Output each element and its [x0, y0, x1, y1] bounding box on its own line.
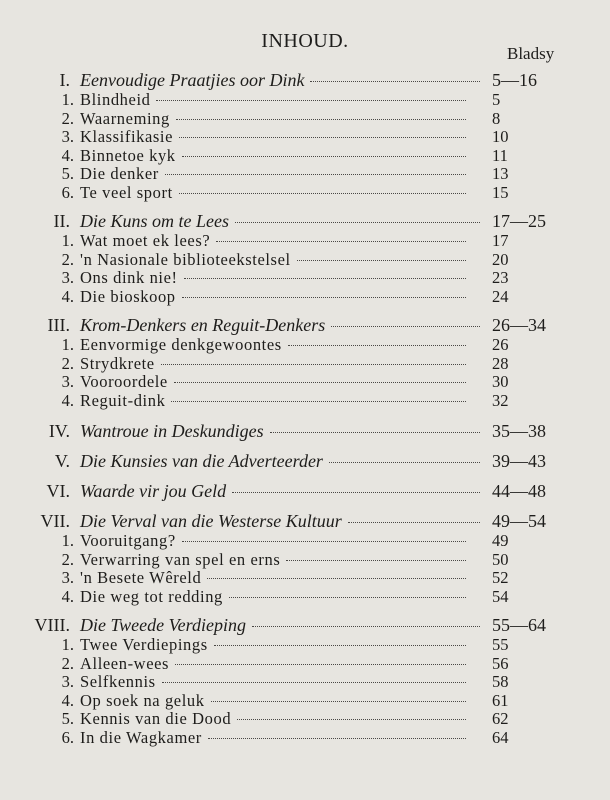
section-row — [0, 550, 610, 569]
chapter-title: Die Kunsies van die Adverteerder — [80, 451, 323, 471]
section-number: 6. — [61, 182, 74, 202]
chapter-entry — [0, 211, 610, 305]
section-row — [0, 335, 610, 354]
dot-leader — [208, 738, 466, 739]
section-row — [0, 250, 610, 269]
section-page: 8 — [492, 108, 501, 128]
section-number: 6. — [61, 727, 74, 747]
dot-leader — [211, 701, 466, 702]
section-title: Reguit-dink — [80, 390, 166, 410]
section-title: In die Wagkamer — [80, 727, 202, 747]
chapter-row — [0, 315, 610, 335]
chapter-number: III. — [47, 315, 70, 335]
chapter-pages: 17—25 — [492, 211, 546, 231]
section-title: Te veel sport — [80, 182, 173, 202]
chapter-entry — [0, 451, 610, 471]
chapter-row — [0, 421, 610, 441]
dot-leader — [179, 137, 466, 138]
section-number: 2. — [61, 653, 74, 673]
section-number: 3. — [61, 372, 74, 391]
dot-leader — [179, 193, 466, 194]
section-title: Die denker — [80, 164, 159, 183]
section-page: 50 — [492, 549, 509, 569]
chapter-number: VIII. — [34, 615, 70, 635]
section-page: 62 — [492, 709, 509, 728]
dot-leader — [171, 401, 466, 402]
section-page: 13 — [492, 164, 509, 183]
section-page: 10 — [492, 127, 509, 146]
dot-leader — [182, 541, 466, 542]
chapter-title: Die Tweede Verdieping — [80, 615, 246, 635]
section-page: 20 — [492, 249, 509, 269]
section-row — [0, 568, 610, 587]
chapter-row — [0, 70, 610, 90]
section-page: 11 — [492, 145, 508, 165]
section-number: 1. — [61, 335, 74, 354]
section-page: 32 — [492, 390, 509, 410]
chapter-number: VI. — [46, 481, 70, 501]
chapter-pages: 26—34 — [492, 315, 546, 335]
section-title: Ons dink nie! — [80, 268, 178, 287]
chapter-title: Eenvoudige Praatjies oor Dink — [80, 70, 305, 90]
chapter-row — [0, 615, 610, 635]
section-number: 4. — [61, 690, 74, 710]
section-number: 3. — [61, 268, 74, 287]
section-number: 1. — [61, 90, 74, 109]
section-title: Blindheid — [80, 90, 151, 109]
chapter-number: VII. — [40, 511, 70, 531]
chapter-number: I. — [59, 70, 70, 90]
section-number: 3. — [61, 672, 74, 691]
section-number: 4. — [61, 286, 74, 306]
chapter-row — [0, 481, 610, 501]
section-title: Wat moet ek lees? — [80, 231, 211, 250]
section-row — [0, 654, 610, 673]
section-title: Waarneming — [80, 108, 170, 128]
section-row — [0, 231, 610, 250]
chapter-pages: 49—54 — [492, 511, 546, 531]
section-number: 1. — [61, 635, 74, 654]
section-row — [0, 109, 610, 128]
chapter-row — [0, 451, 610, 471]
section-page: 61 — [492, 690, 509, 710]
section-row — [0, 90, 610, 109]
page-title: INHOUD. — [261, 30, 349, 52]
section-row — [0, 672, 610, 691]
dot-leader — [216, 241, 466, 242]
section-number: 3. — [61, 127, 74, 146]
dot-leader — [175, 664, 466, 665]
dot-leader — [329, 462, 480, 463]
dot-leader — [229, 597, 466, 598]
section-row — [0, 287, 610, 306]
chapter-entry — [0, 315, 610, 409]
chapter-number: IV. — [48, 421, 70, 441]
dot-leader — [162, 682, 466, 683]
chapter-entry — [0, 615, 610, 746]
section-number: 5. — [61, 709, 74, 728]
section-page: 49 — [492, 531, 509, 550]
section-row — [0, 728, 610, 747]
section-row — [0, 691, 610, 710]
section-page: 26 — [492, 335, 509, 354]
section-row — [0, 183, 610, 202]
section-page: 24 — [492, 286, 509, 306]
section-number: 1. — [61, 531, 74, 550]
section-page: 64 — [492, 727, 509, 747]
dot-leader — [182, 156, 466, 157]
section-page: 55 — [492, 635, 509, 654]
chapter-title: Waarde vir jou Geld — [80, 481, 227, 501]
section-row — [0, 587, 610, 606]
page-column-label: Bladsy — [507, 44, 555, 63]
section-number: 2. — [61, 249, 74, 269]
chapter-pages: 35—38 — [492, 421, 546, 441]
section-page: 58 — [492, 672, 509, 691]
dot-leader — [331, 326, 480, 327]
dot-leader — [207, 578, 466, 579]
chapter-entry — [0, 421, 610, 441]
section-page: 17 — [492, 231, 509, 250]
chapter-title: Wantroue in Deskundiges — [80, 421, 264, 441]
section-title: Die weg tot redding — [80, 586, 223, 606]
section-title: Kennis van die Dood — [80, 709, 232, 728]
section-number: 2. — [61, 353, 74, 373]
dot-leader — [286, 560, 466, 561]
section-row — [0, 531, 610, 550]
section-number: 4. — [61, 145, 74, 165]
section-page: 5 — [492, 90, 501, 109]
section-page: 54 — [492, 586, 509, 606]
chapter-pages: 39—43 — [492, 451, 546, 471]
section-title: Vooruitgang? — [80, 531, 176, 550]
chapter-row — [0, 511, 610, 531]
section-number: 2. — [61, 549, 74, 569]
chapter-number: II. — [53, 211, 70, 231]
dot-leader — [237, 719, 466, 720]
dot-leader — [182, 297, 466, 298]
section-title: Die bioskoop — [80, 286, 176, 306]
section-number: 2. — [61, 108, 74, 128]
dot-leader — [176, 119, 466, 120]
section-row — [0, 635, 610, 654]
section-number: 4. — [61, 390, 74, 410]
section-row — [0, 391, 610, 410]
dot-leader — [235, 222, 480, 223]
dot-leader — [270, 432, 480, 433]
dot-leader — [161, 364, 466, 365]
chapter-entry — [0, 481, 610, 501]
section-title: Verwarring van spel en erns — [80, 549, 281, 569]
chapter-title: Krom-Denkers en Reguit-Denkers — [80, 315, 326, 335]
chapter-number: V. — [54, 451, 70, 471]
section-row — [0, 372, 610, 391]
section-page: 52 — [492, 568, 509, 587]
chapter-title: Die Kuns om te Lees — [80, 211, 229, 231]
section-number: 5. — [61, 164, 74, 183]
section-page: 30 — [492, 372, 509, 391]
chapter-pages: 5—16 — [492, 70, 537, 90]
section-title: Selfkennis — [80, 672, 156, 691]
section-row — [0, 146, 610, 165]
section-title: Twee Verdiepings — [80, 635, 208, 654]
section-title: Alleen-wees — [80, 653, 170, 673]
dot-leader — [297, 260, 466, 261]
section-row — [0, 354, 610, 373]
section-title: Vooroordele — [80, 372, 168, 391]
section-title: Op soek na geluk — [80, 690, 205, 710]
dot-leader — [348, 522, 480, 523]
dot-leader — [174, 382, 466, 383]
section-page: 56 — [492, 653, 509, 673]
chapter-title: Die Verval van die Westerse Kultuur — [80, 511, 342, 531]
dot-leader — [156, 100, 466, 101]
dot-leader — [214, 645, 466, 646]
section-row — [0, 709, 610, 728]
chapter-row — [0, 211, 610, 231]
section-number: 4. — [61, 586, 74, 606]
section-title: Strydkrete — [80, 353, 155, 373]
section-row — [0, 127, 610, 146]
dot-leader — [165, 174, 466, 175]
table-of-contents — [0, 70, 610, 752]
section-number: 3. — [61, 568, 74, 587]
dot-leader — [288, 345, 466, 346]
dot-leader — [310, 81, 480, 82]
section-page: 28 — [492, 353, 509, 373]
section-page: 23 — [492, 268, 509, 287]
dot-leader — [184, 278, 466, 279]
section-title: Eenvormige denkgewoontes — [80, 335, 282, 354]
chapter-entry — [0, 511, 610, 605]
section-title: 'n Besete Wêreld — [80, 568, 202, 587]
chapter-pages: 44—48 — [492, 481, 546, 501]
section-number: 1. — [61, 231, 74, 250]
section-title: 'n Nasionale biblioteekstelsel — [80, 249, 291, 269]
section-title: Klassifikasie — [80, 127, 174, 146]
section-title: Binnetoe kyk — [80, 145, 176, 165]
section-page: 15 — [492, 182, 509, 202]
section-row — [0, 164, 610, 183]
section-row — [0, 268, 610, 287]
chapter-pages: 55—64 — [492, 615, 546, 635]
dot-leader — [232, 492, 480, 493]
chapter-entry — [0, 70, 610, 201]
dot-leader — [252, 626, 480, 627]
